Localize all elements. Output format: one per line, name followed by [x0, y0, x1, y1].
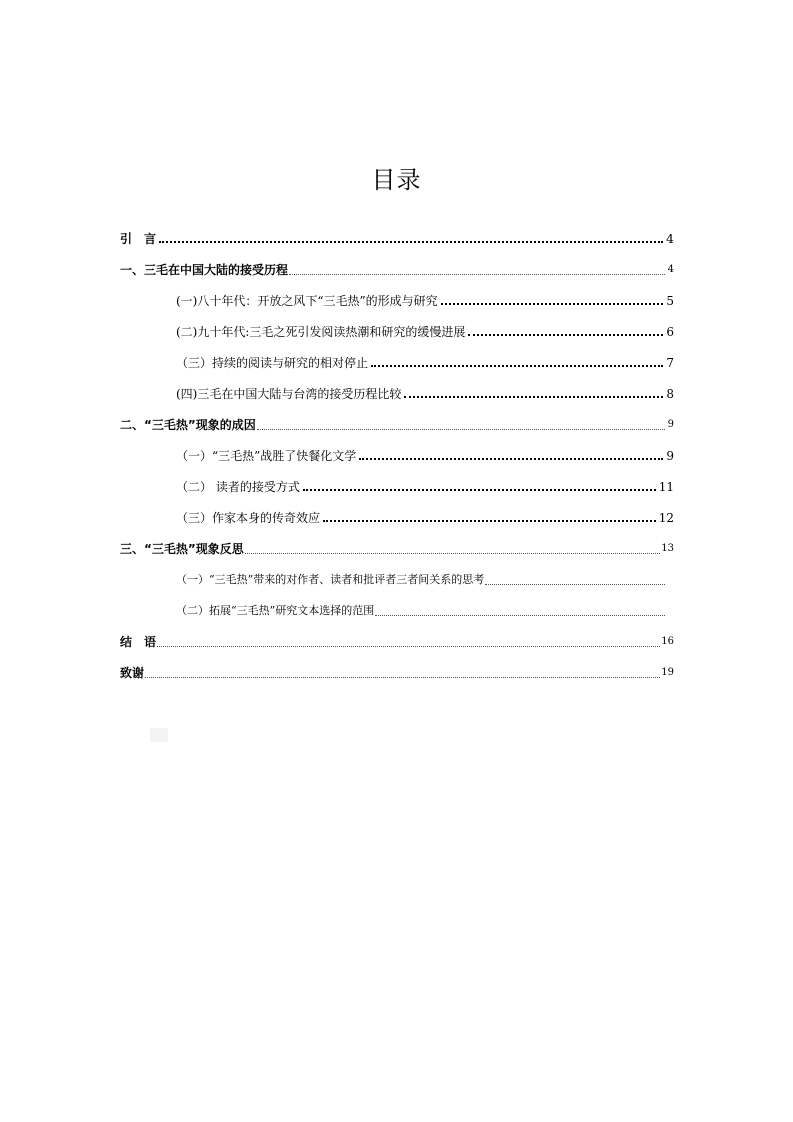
dot-leader — [359, 452, 663, 460]
toc-entry-acknowledgements[interactable] — [120, 658, 674, 682]
toc-entry-label: 引 言 — [120, 232, 157, 246]
toc-entry-label: 三、“三毛热”现象反思 — [120, 542, 244, 556]
toc-entry-label: （二）拓展“三毛热”研究文本选择的范围 — [176, 604, 375, 617]
toc-entry-page: 9 — [666, 449, 674, 463]
toc-entry-page: 13 — [661, 543, 674, 554]
toc-entry-section-2-2[interactable] — [176, 472, 674, 496]
toc-entry-label: 致谢 — [120, 666, 145, 680]
dot-leader — [323, 514, 656, 522]
toc-entry-introduction[interactable] — [120, 224, 674, 248]
toc-entry-section-1-4[interactable] — [176, 379, 674, 403]
toc-entry-page: 12 — [658, 511, 674, 525]
dot-leader — [257, 423, 665, 430]
toc-entry-label: （三）持续的阅读与研究的相对停止 — [176, 356, 369, 370]
toc-entry-section-1-1[interactable] — [176, 286, 674, 310]
toc-entry-page: 19 — [661, 667, 674, 678]
toc-entry-chapter-3[interactable] — [120, 534, 674, 558]
toc-entry-page: 16 — [661, 636, 674, 647]
toc-entry-page: 9 — [667, 419, 674, 430]
toc-entry-label: （二） 读者的接受方式 — [176, 480, 300, 494]
toc-entry-page: 4 — [666, 231, 674, 246]
toc-entry-page: 7 — [666, 356, 674, 370]
dot-leader — [441, 297, 663, 305]
toc-entry-chapter-1[interactable] — [120, 255, 674, 279]
toc-entry-label: 二、“三毛热”现象的成因 — [120, 418, 256, 432]
toc-entry-section-1-2[interactable] — [176, 317, 674, 341]
dot-leader — [157, 640, 660, 647]
toc-entry-conclusion[interactable] — [120, 627, 674, 651]
toc-entry-section-2-3[interactable] — [176, 503, 674, 527]
toc-entry-page: 4 — [667, 264, 674, 275]
toc-entry-section-2-1[interactable] — [176, 441, 674, 465]
toc-entry-label: （三）作家本身的传奇效应 — [176, 511, 321, 525]
toc-entry-label: （一）“三毛热”带来的对作者、读者和批评者三者间关系的思考 — [176, 573, 485, 586]
toc-entry-page: 5 — [666, 294, 674, 308]
toc-entry-label: 一、三毛在中国大陆的接受历程 — [120, 263, 289, 277]
toc-entry-label: (二)九十年代:三毛之死引发阅读热潮和研究的缓慢进展 — [176, 325, 466, 339]
toc-entry-page: 8 — [666, 387, 674, 401]
dot-leader — [303, 483, 656, 491]
toc-entry-chapter-2[interactable] — [120, 410, 674, 434]
dot-leader — [375, 609, 665, 616]
dot-leader — [485, 578, 665, 585]
dot-leader — [289, 268, 665, 275]
toc-entry-page: 6 — [666, 325, 674, 339]
dot-leader — [404, 390, 663, 398]
toc-entry-page: 11 — [658, 480, 674, 494]
page-title: 目录 — [371, 166, 422, 194]
dot-leader — [145, 671, 660, 678]
dot-leader — [468, 328, 663, 336]
toc-entry-section-3-1[interactable] — [176, 565, 674, 589]
toc-entry-label: 结 语 — [120, 635, 157, 649]
toc-entry-label: (四)三毛在中国大陆与台湾的接受历程比较 — [176, 387, 402, 401]
toc-entry-label: （一）“三毛热”战胜了快餐化文学 — [176, 449, 357, 463]
dot-leader — [371, 359, 663, 367]
dot-leader — [245, 547, 660, 554]
toc-entry-label: (一)八十年代：开放之风下“三毛热”的形成与研究 — [176, 294, 438, 308]
toc-entry-section-1-3[interactable] — [176, 348, 674, 372]
toc-entry-section-3-2[interactable] — [176, 596, 674, 620]
dot-leader — [159, 235, 663, 243]
scan-mark — [150, 728, 168, 742]
